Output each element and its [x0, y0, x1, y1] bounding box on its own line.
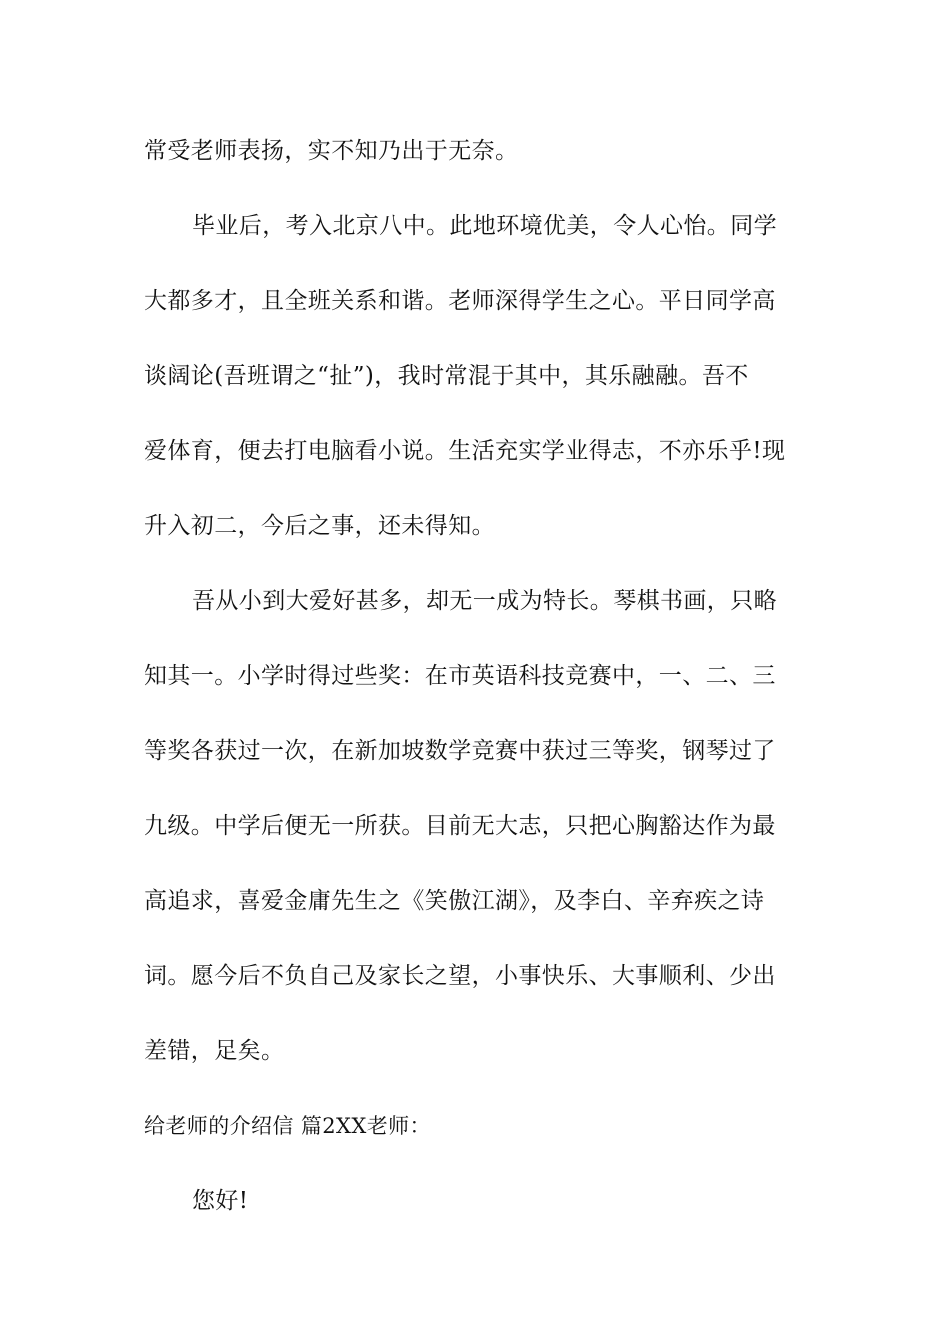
- paragraph-2-line-2: 大都多才，且全班关系和谐。老师深得学生之心。平日同学高: [144, 288, 776, 314]
- paragraph-3-line-6: 词。愿今后不负自己及家长之望，小事快乐、大事顺利、少出: [144, 963, 776, 989]
- text-line-1: 常受老师表扬，实不知乃出于无奈。: [144, 138, 519, 164]
- paragraph-2-line-5: 升入初二，今后之事，还未得知。: [144, 513, 495, 539]
- paragraph-2-line-3: 谈阔论(吾班谓之“扯”)，我时常混于其中，其乐融融。吾不: [144, 363, 749, 389]
- paragraph-3-line-1: 吾从小到大爱好甚多，却无一成为特长。琴棋书画，只略: [192, 588, 777, 614]
- paragraph-2-line-4: 爱体育，便去打电脑看小说。生活充实学业得志，不亦乐乎!现: [144, 438, 786, 464]
- paragraph-2-line-1: 毕业后，考入北京八中。此地环境优美，令人心怡。同学: [192, 213, 777, 239]
- paragraph-3-line-4: 九级。中学后便无一所获。目前无大志，只把心胸豁达作为最: [144, 813, 776, 839]
- paragraph-3-line-2: 知其一。小学时得过些奖：在市英语科技竞赛中，一、二、三: [144, 663, 776, 689]
- paragraph-3-line-3: 等奖各获过一次，在新加坡数学竞赛中获过三等奖，钢琴过了: [144, 738, 776, 764]
- paragraph-3-line-5: 高追求，喜爱金庸先生之《笑傲江湖》，及李白、辛弃疾之诗: [144, 888, 765, 914]
- greeting: 您好!: [192, 1188, 249, 1214]
- section-heading: 给老师的介绍信 篇2XX老师：: [144, 1114, 431, 1138]
- paragraph-3-line-7: 差错，足矣。: [144, 1038, 285, 1064]
